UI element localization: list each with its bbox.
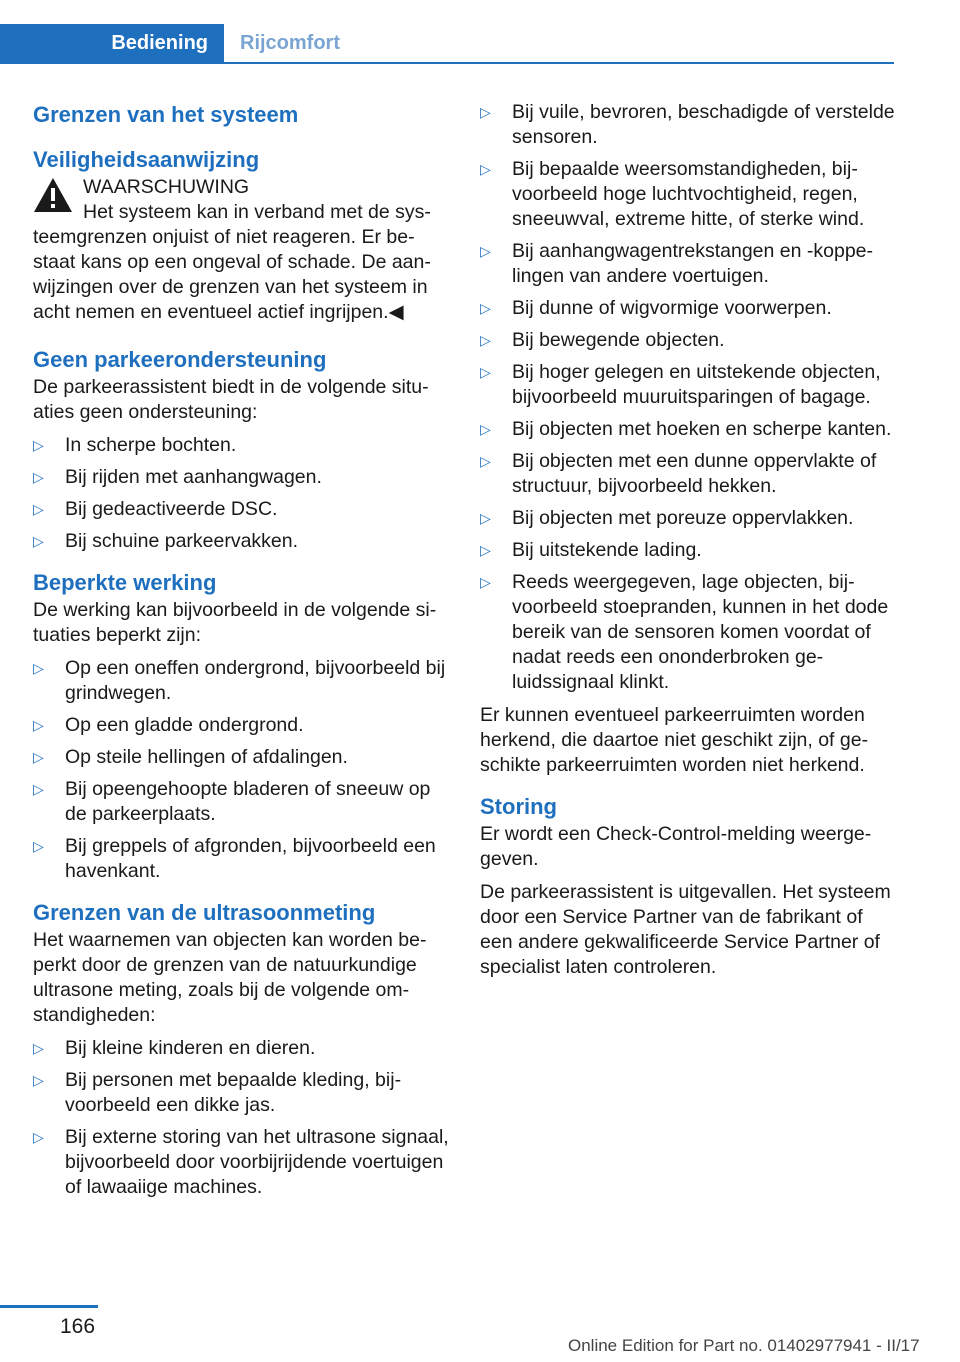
warning-title: WAARSCHUWING: [83, 176, 250, 198]
triangle-bullet-icon: ▷: [480, 364, 491, 380]
triangle-bullet-icon: ▷: [480, 453, 491, 469]
no-support-intro: De parkeerassistent biedt in de volgende situaties geen ondersteuning:: [33, 376, 429, 423]
triangle-bullet-icon: ▷: [33, 749, 44, 765]
warning-triangle-icon: [33, 177, 73, 213]
list-item: ▷ In scherpe bochten.: [33, 434, 237, 456]
limited-list: [33, 656, 449, 884]
list-item: ▷ Bij bepaalde weersomstandigheden, bijvoorbeeld hoge luchtvochtigheid, regen, sneeuwval, extreme hitte, of sterke wind.: [480, 158, 865, 230]
footer-accent-line: [0, 1305, 98, 1308]
triangle-bullet-icon: ▷: [480, 510, 491, 526]
ultrasound-list-left: [33, 1036, 449, 1200]
ultrasound-intro: Het waarnemen van objecten kan worden beperkt door de grenzen van de natuurkundige ultrasone meting, zoals bij de volgende omstandigheden:: [33, 929, 427, 1026]
storing-paragraph-1: Er wordt een Check-Control-melding weergegeven.: [480, 823, 872, 870]
warning-text: Het systeem kan in verband met de systeemgrenzen onjuist of niet reageren. Er bestaat kans op een ongeval of schade. De aanwijzingen over de grenzen van het systeem in acht nemen en eventueel actief ingrijpen.◀: [33, 201, 431, 323]
triangle-bullet-icon: ▷: [33, 660, 44, 676]
triangle-bullet-icon: ▷: [33, 501, 44, 517]
list-item: ▷ Bij opeengehoopte bladeren of sneeuw op de parkeerplaats.: [33, 778, 431, 825]
ultrasound-heading: Grenzen van de ultrasoonmeting: [33, 900, 376, 925]
list-item: ▷ Bij aanhangwagentrekstangen en -koppelingen van andere voertuigen.: [480, 240, 874, 287]
tab-bediening[interactable]: Bediening: [0, 24, 224, 62]
triangle-bullet-icon: ▷: [480, 300, 491, 316]
list-item: ▷ Op een oneffen ondergrond, bijvoorbeeld bij grindwegen.: [33, 657, 446, 704]
triangle-bullet-icon: ▷: [480, 421, 491, 437]
triangle-bullet-icon: ▷: [33, 1129, 44, 1145]
triangle-bullet-icon: ▷: [480, 542, 491, 558]
triangle-bullet-icon: ▷: [480, 332, 491, 348]
list-item: ▷ Bij rijden met aanhangwagen.: [33, 466, 322, 488]
triangle-bullet-icon: ▷: [33, 533, 44, 549]
list-item: ▷ Bij objecten met poreuze oppervlakken.: [480, 507, 854, 529]
triangle-bullet-icon: ▷: [480, 104, 491, 120]
list-item: ▷ Bij schuine parkeervakken.: [33, 530, 299, 552]
triangle-bullet-icon: ▷: [33, 717, 44, 733]
list-item: ▷ Reeds weergegeven, lage objecten, bijvoorbeeld stoepranden, kunnen in het dode bereik van de sensoren komen voordat of nadat reeds een ononderbroken geluidssignaal klinkt.: [480, 571, 889, 693]
list-item: ▷ Bij objecten met hoeken en scherpe kanten.: [480, 418, 892, 440]
edition-footer: Online Edition for Part no. 01402977941 - II/17: [568, 1336, 920, 1355]
list-item: ▷ Bij kleine kinderen en dieren.: [33, 1037, 316, 1059]
storing-paragraph-2: De parkeerassistent is uitgevallen. Het systeem door een Service Partner van de fabrikant of een andere gekwalificeerde Service Partner of specialist laten controleren.: [480, 881, 891, 978]
list-item: ▷ Bij greppels of afgronden, bijvoorbeeld een havenkant.: [33, 835, 436, 882]
limited-heading: Beperkte werking: [33, 570, 217, 595]
triangle-bullet-icon: ▷: [480, 243, 491, 259]
list-item: ▷ Op steile hellingen of afdalingen.: [33, 746, 348, 768]
triangle-bullet-icon: ▷: [480, 574, 491, 590]
tab-rijcomfort[interactable]: Rijcomfort: [240, 32, 340, 54]
triangle-bullet-icon: ▷: [480, 161, 491, 177]
list-item: ▷ Bij objecten met een dunne oppervlakte of structuur, bijvoorbeeld hekken.: [480, 450, 877, 497]
triangle-bullet-icon: ▷: [33, 1072, 44, 1088]
triangle-bullet-icon: ▷: [33, 1040, 44, 1056]
chapter-tab-bar: [0, 24, 894, 64]
list-item: ▷ Bij bewegende objecten.: [480, 329, 725, 351]
triangle-bullet-icon: ▷: [33, 838, 44, 854]
right-column: [480, 100, 898, 988]
section-heading-system-limits: Grenzen van het systeem: [33, 102, 299, 127]
limited-intro: De werking kan bijvoorbeeld in de volgende situaties beperkt zijn:: [33, 599, 437, 646]
ultrasound-list-right: [480, 100, 898, 695]
list-item: ▷ Bij externe storing van het ultrasone signaal, bijvoorbeeld door voorbijrijdende voertuigen of lawaaiige machines.: [33, 1126, 449, 1198]
left-column: [33, 100, 449, 1208]
list-item: ▷ Bij vuile, bevroren, beschadigde of verstelde sensoren.: [480, 101, 895, 148]
list-item: ▷ Bij dunne of wigvormige voorwerpen.: [480, 297, 832, 319]
storing-heading: Storing: [480, 794, 557, 819]
list-item: ▷ Bij personen met bepaalde kleding, bijvoorbeeld een dikke jas.: [33, 1069, 402, 1116]
safety-heading: Veiligheidsaanwijzing: [33, 147, 260, 172]
triangle-bullet-icon: ▷: [33, 469, 44, 485]
warning-box: [33, 175, 449, 325]
page-number: 166: [60, 1315, 96, 1338]
no-support-heading: Geen parkeerondersteuning: [33, 347, 327, 372]
triangle-bullet-icon: ▷: [33, 437, 44, 453]
list-item: ▷ Bij hoger gelegen en uitstekende objecten, bijvoorbeeld muuruitsparingen of bagage.: [480, 361, 881, 408]
no-support-list: [33, 433, 449, 554]
triangle-bullet-icon: ▷: [33, 781, 44, 797]
list-item: ▷ Bij gedeactiveerde DSC.: [33, 498, 278, 520]
list-item: ▷ Bij uitstekende lading.: [480, 539, 702, 561]
list-item: ▷ Op een gladde ondergrond.: [33, 714, 304, 736]
ultrasound-outro: Er kunnen eventueel parkeerruimten worden herkend, die daartoe niet geschikt zijn, of geschikte parkeerruimten worden niet herkend.: [480, 704, 869, 776]
